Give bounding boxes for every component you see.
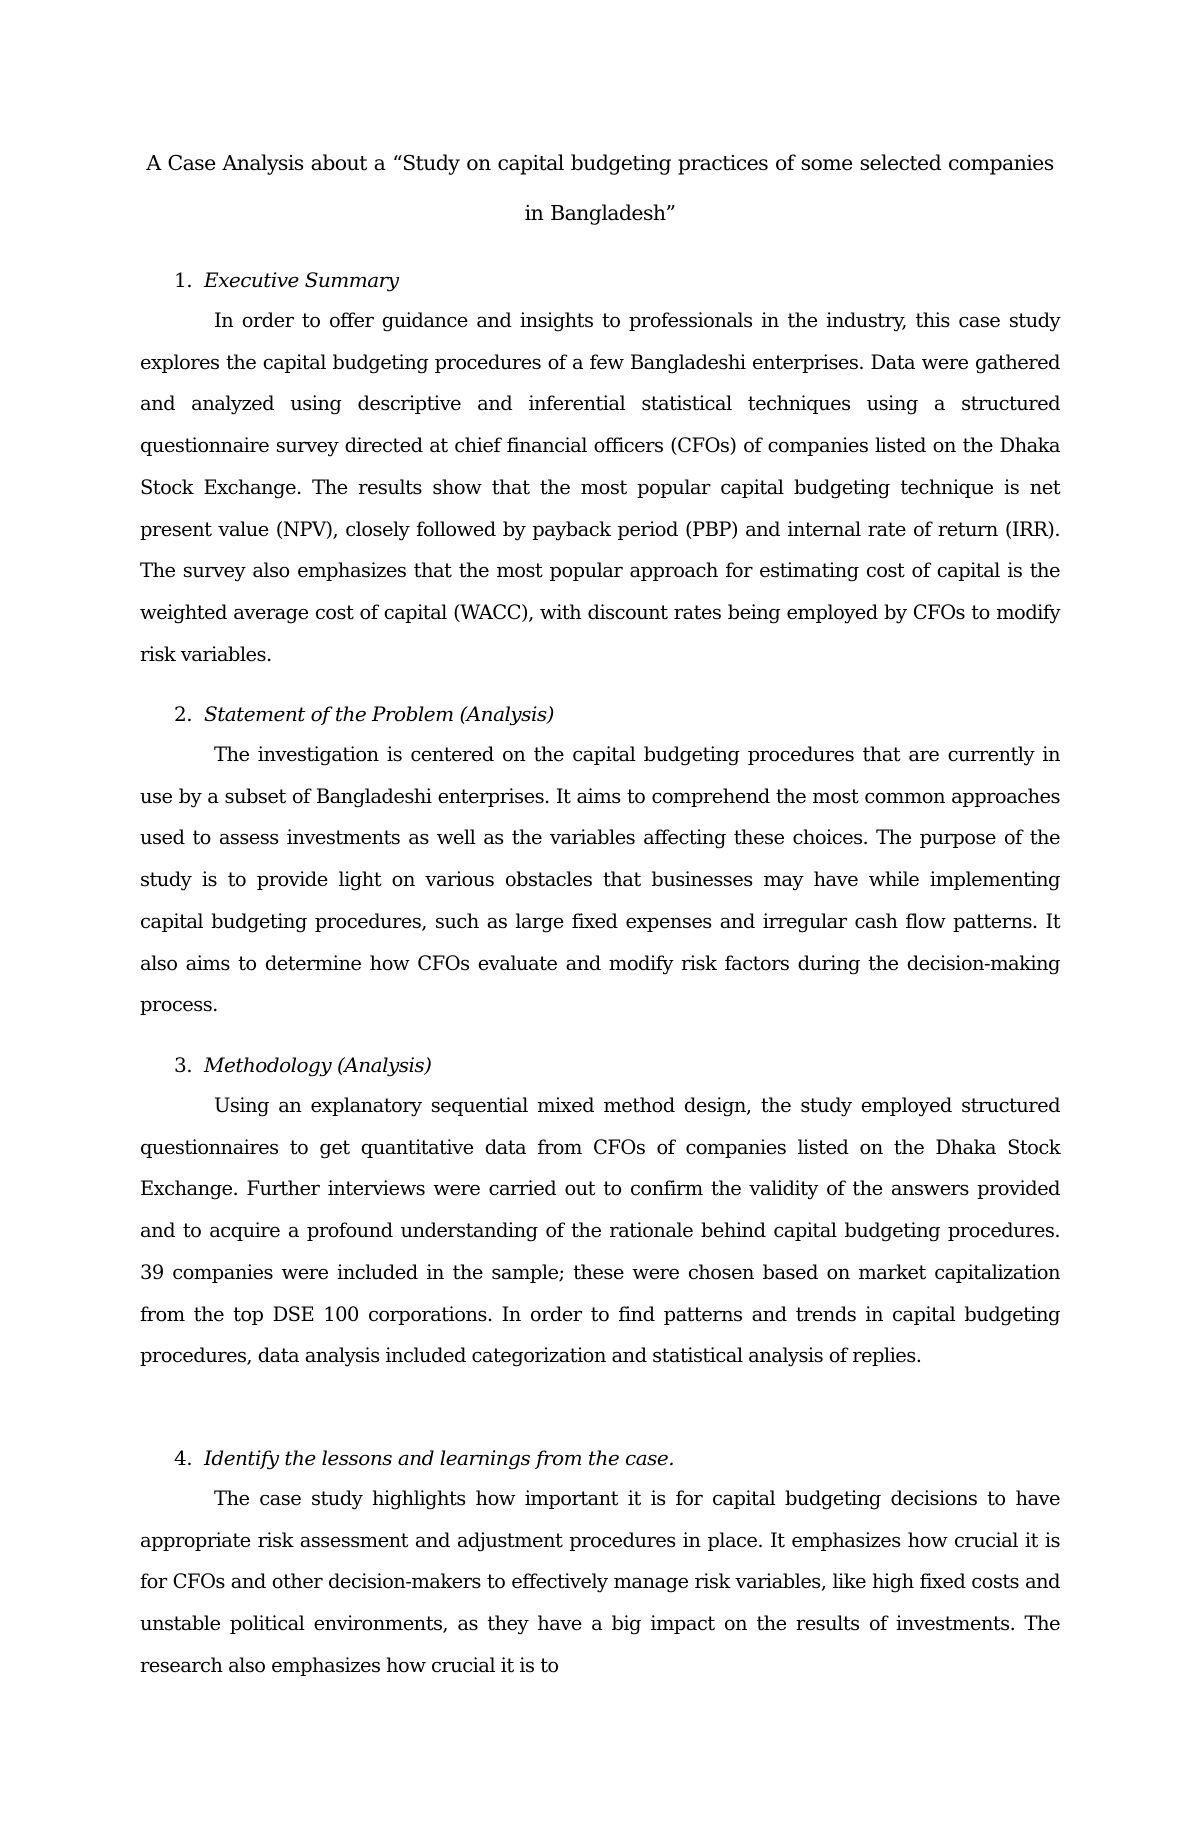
- section-heading: [140, 1438, 1060, 1478]
- section-heading: [140, 694, 1060, 734]
- section-body: The investigation is centered on the capital budgeting procedures that are currently in use by a subset of Bangladeshi enterprises. It aims to comprehend the most common approaches used to assess investments as well as the variables affecting these choices. The purpose of the study is to provide light on various obstacles that businesses may have while implementing capital budgeting procedures, such as large fixed expenses and irregular cash flow patterns. It also aims to determine how CFOs evaluate and modify risk factors during the decision-making process.: [140, 743, 1060, 1017]
- section-lessons: [140, 1438, 1060, 1687]
- section-title: Identify the lessons and learnings from the case.: [204, 1446, 675, 1470]
- section-number: 1.: [174, 268, 193, 292]
- section-number: 2.: [174, 702, 193, 726]
- section-title: Methodology (Analysis): [204, 1053, 432, 1077]
- section-number: 4.: [174, 1446, 193, 1470]
- section-body: The case study highlights how important it is for capital budgeting decisions to have appropriate risk assessment and adjustment procedures in place. It emphasizes how crucial it is for CFOs and other decision-makers to effectively manage risk variables, like high fixed costs and unstable political environments, as they have a big impact on the results of investments. The research also emphasizes how crucial it is to: [140, 1487, 1060, 1677]
- section-title: Statement of the Problem (Analysis): [204, 702, 554, 726]
- section-number: 3.: [174, 1053, 193, 1077]
- section-methodology: [140, 1045, 1060, 1377]
- section-heading: [140, 260, 1060, 300]
- section-body: Using an explanatory sequential mixed method design, the study employed structured questionnaires to get quantitative data from CFOs of companies listed on the Dhaka Stock Exchange. Further interviews were carried out to confirm the validity of the answers provided and to acquire a profound understanding of the rationale behind capital budgeting procedures. 39 companies were included in the sample; these were chosen based on market capitalization from the top DSE 100 corporations. In order to find patterns and trends in capital budgeting procedures, data analysis included categorization and statistical analysis of replies.: [140, 1094, 1060, 1368]
- section-title: Executive Summary: [204, 268, 399, 292]
- section-heading: [140, 1045, 1060, 1085]
- section-body: In order to offer guidance and insights to professionals in the industry, this case study explores the capital budgeting procedures of a few Bangladeshi enterprises. Data were gathered and analyzed using descriptive and inferential statistical techniques using a structured questionnaire survey directed at chief financial officers (CFOs) of companies listed on the Dhaka Stock Exchange. The results show that the most popular capital budgeting technique is net present value (NPV), closely followed by payback period (PBP) and internal rate of return (IRR). The survey also emphasizes that the most popular approach for estimating cost of capital is the weighted average cost of capital (WACC), with discount rates being employed by CFOs to modify risk variables.: [140, 309, 1060, 666]
- document-title: A Case Analysis about a “Study on capital budgeting practices of some selected companies in Bangladesh”: [146, 151, 1054, 225]
- section-executive-summary: [140, 260, 1060, 675]
- section-problem-statement: [140, 694, 1060, 1026]
